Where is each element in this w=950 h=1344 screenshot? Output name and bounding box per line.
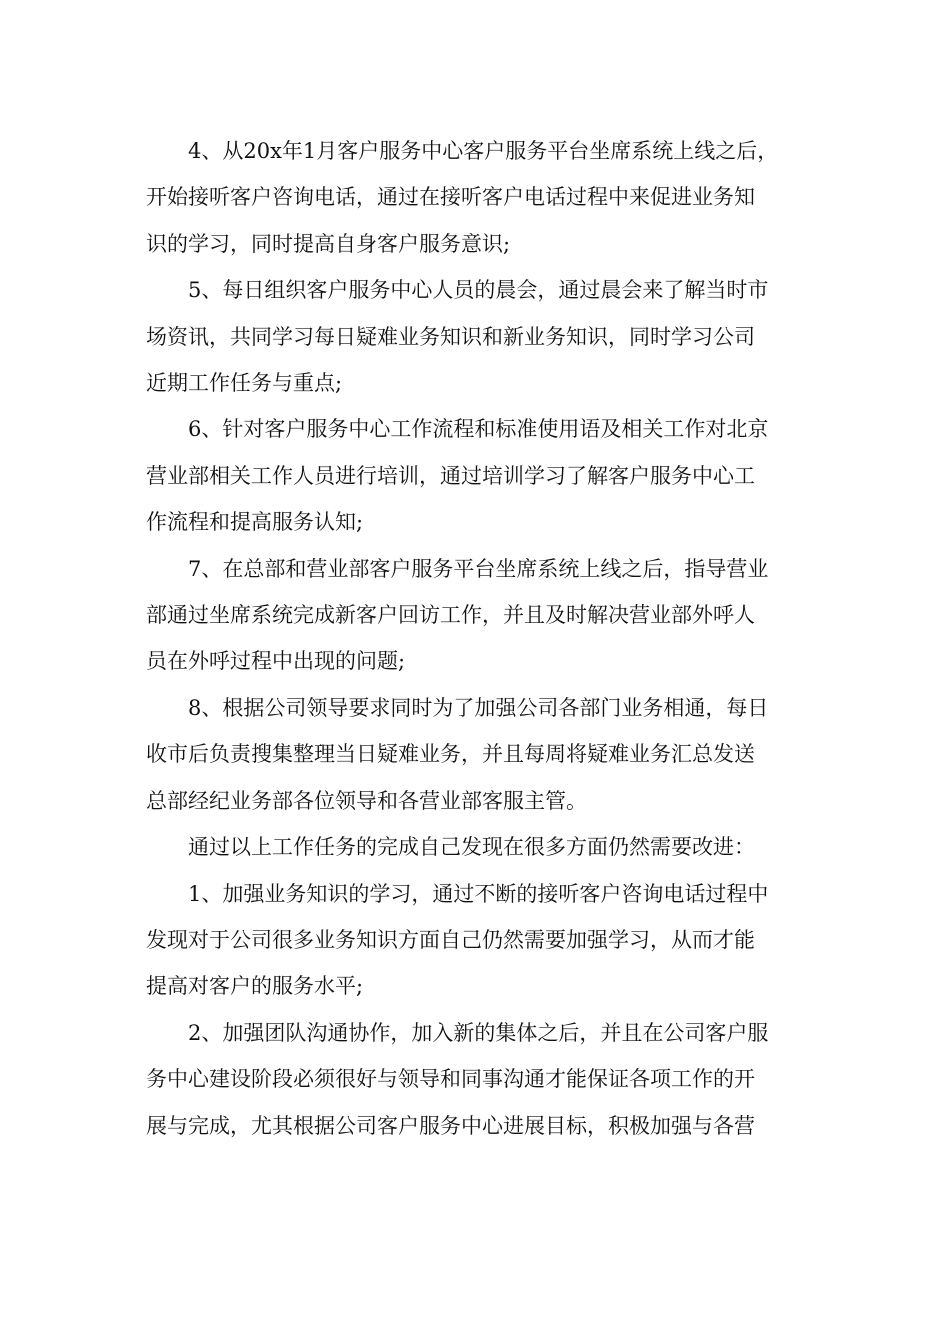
paragraph-item-7: 7、在总部和营业部客户服务平台坐席系统上线之后，指导营业 部通过坐席系统完成新客户回访工作，并且及时解决营业部外呼人 员在外呼过程中出现的问题; — [146, 556, 769, 674]
paragraph-improvement-2: 2、加强团队沟通协作，加入新的集体之后，并且在公司客户服 务中心建设阶段必须很好与领导和同事沟通才能保证各项工作的开 展与完成，尤其根据公司客户服务中心进展目标，积极加强与各营 — [146, 1020, 769, 1138]
paragraph-summary: 通过以上工作任务的完成自己发现在很多方面仍然需要改进： — [188, 835, 755, 860]
document-body — [146, 128, 810, 1149]
paragraph-improvement-1: 1、加强业务知识的学习，通过不断的接听客户咨询电话过程中 发现对于公司很多业务知识方面自己仍然需要加强学习，从而才能 提高对客户的服务水平; — [146, 881, 769, 999]
paragraph-item-8: 8、根据公司领导要求同时为了加强公司各部门业务相通，每日 收市后负责搜集整理当日疑难业务，并且每周将疑难业务汇总发送 总部经纪业务部各位领导和各营业部客服主管。 — [146, 695, 769, 813]
paragraph-item-4: 4、从20x年1月客户服务中心客户服务平台坐席系统上线之后， 开始接听客户咨询电话，通过在接听客户电话过程中来促进业务知 识的学习，同时提高自身客户服务意识; — [146, 139, 779, 256]
paragraph-item-6: 6、针对客户服务中心工作流程和标准使用语及相关工作对北京 营业部相关工作人员进行培训，通过培训学习了解客户服务中心工 作流程和提高服务认知; — [146, 417, 769, 535]
paragraph-item-5: 5、每日组织客户服务中心人员的晨会，通过晨会来了解当时市 场资讯，共同学习每日疑难业务知识和新业务知识，同时学习公司 近期工作任务与重点; — [146, 278, 769, 396]
